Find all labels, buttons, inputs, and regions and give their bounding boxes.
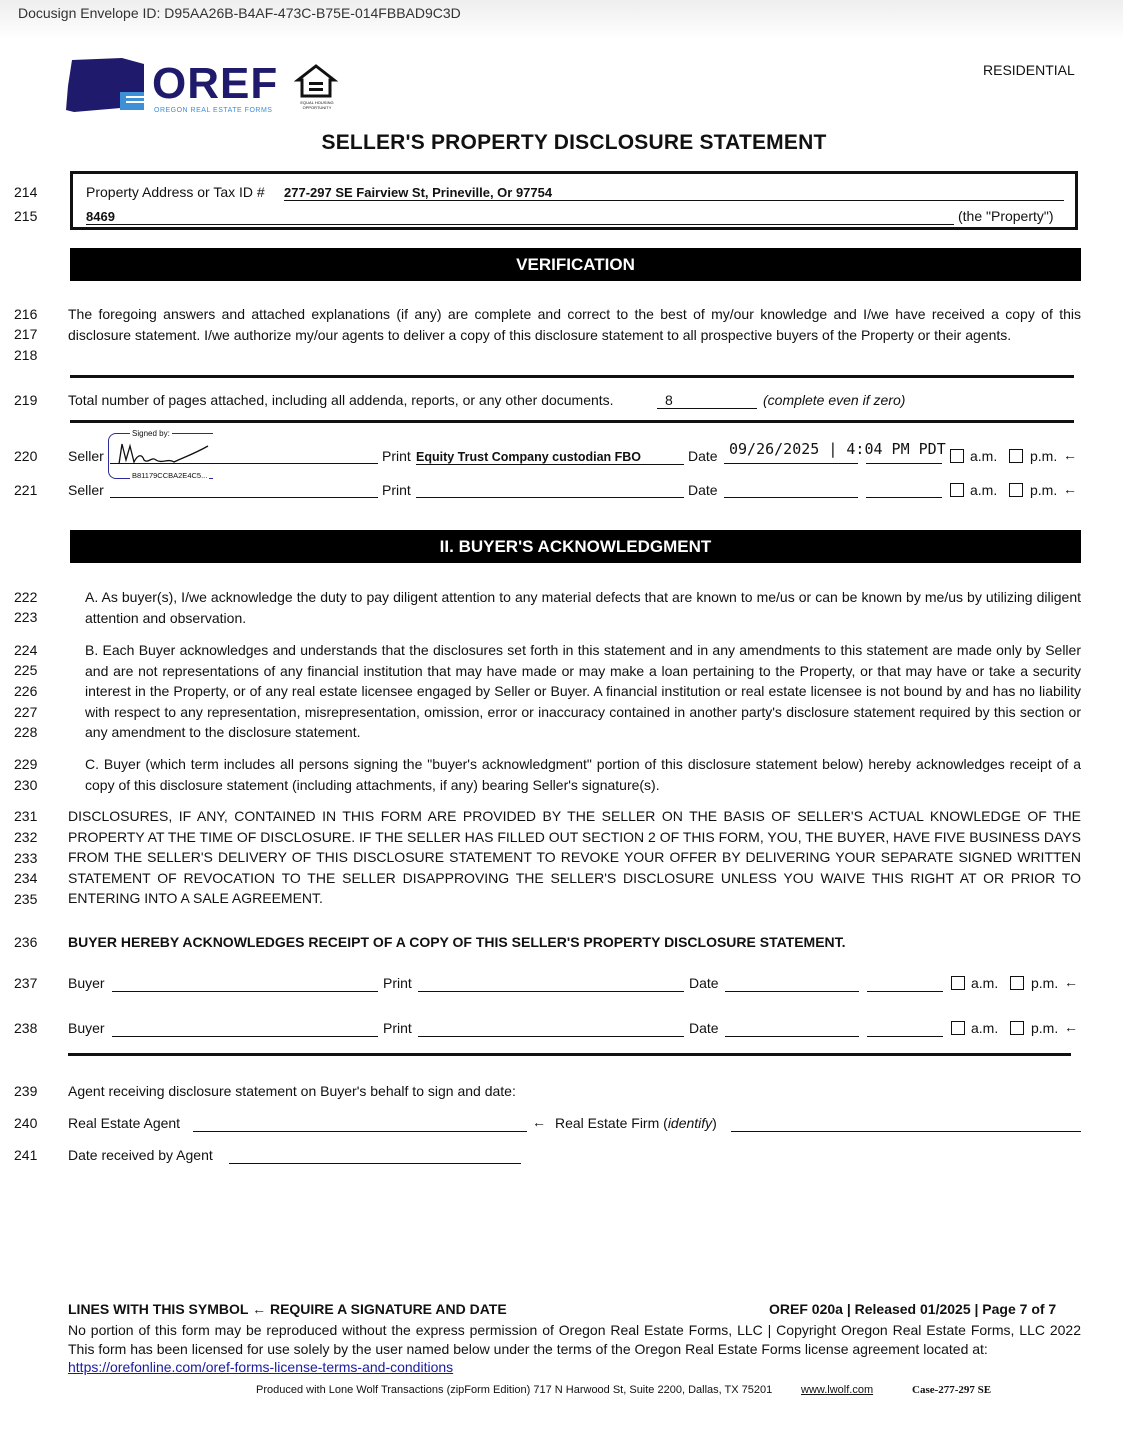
buyer1-signature-line[interactable]: [112, 991, 378, 992]
buyer2-date-line[interactable]: [725, 1036, 859, 1037]
line-number: 217: [14, 326, 38, 342]
arrow-icon: ←: [1063, 447, 1077, 463]
pages-field[interactable]: [657, 392, 757, 409]
seller-date-value: 09/26/2025 | 4:04 PM PDT: [729, 440, 946, 458]
line-number: 224: [14, 642, 38, 658]
divider: [68, 1053, 1071, 1056]
line-number: 215: [14, 208, 38, 224]
signature-id: B81179CCBA2E4C5...: [132, 471, 208, 480]
line-number: 237: [14, 975, 38, 991]
line-number: 236: [14, 934, 38, 950]
date-label: Date: [689, 975, 719, 991]
agent-signature-line[interactable]: [193, 1131, 527, 1132]
line-number: 226: [14, 683, 38, 699]
pages-label: Total number of pages attached, including all addenda, reports, or any other documents.: [68, 392, 614, 408]
line-number: 235: [14, 891, 38, 907]
verification-text: The foregoing answers and attached explanations (if any) are complete and correct to the best of my/our knowledge and I/we have received a copy of this disclosure statement. I/we authorize my/our agents to deliver a copy of this disclosure statement to all prospective buyers of the Property or their agents.: [68, 306, 1081, 343]
taxid-value: 8469: [86, 209, 115, 224]
license-link[interactable]: https://orefonline.com/oref-forms-license-terms-and-conditions: [68, 1359, 454, 1375]
am-label: a.m.: [971, 1020, 999, 1036]
oref-logo: [64, 56, 344, 118]
address-field[interactable]: [284, 184, 1064, 201]
line-number: 233: [14, 850, 38, 866]
buyer-ack-heading: II. BUYER'S ACKNOWLEDGMENT: [70, 530, 1081, 563]
buyer-label: Buyer: [68, 1020, 105, 1036]
seller-print-field[interactable]: [416, 448, 684, 465]
divider: [70, 375, 1074, 378]
line-number: 225: [14, 662, 38, 678]
firm-label: Real Estate Firm (identify): [555, 1115, 717, 1131]
pm-checkbox[interactable]: [1010, 976, 1024, 990]
ack-paragraph-a: A. As buyer(s), I/we acknowledge the duty to pay diligent attention to any material defects that are known to me/us or can be known by me/us by utilizing diligent attention and observation.: [85, 589, 1081, 626]
buyer1-date-line[interactable]: [725, 991, 859, 992]
line-number: 229: [14, 756, 38, 772]
arrow-icon: ←: [1064, 974, 1078, 990]
divider: [70, 420, 1074, 423]
ack-paragraph-c: C. Buyer (which term includes all persons signing the "buyer's acknowledgment" portion of this disclosure statement below) hereby acknowledges receipt of a copy of this disclosure statement (including attachments, if any) bearing Seller's signature(s).: [85, 756, 1081, 793]
print-label: Print: [382, 482, 411, 498]
disclosure-caps: DISCLOSURES, IF ANY, CONTAINED IN THIS FORM ARE PROVIDED BY THE SELLER ON THE BASIS OF SELLER'S ACTUAL KNOWLEDGE OF THE PROPERTY AT THE TIME OF DISCLOSURE. IF THE SELLER HAS FILLED OUT SECTION 2 OF THIS FORM, YOU, THE BUYER, HAVE FIVE BUSINESS DAYS FROM THE SELLER'S DELIVERY OF THIS DISCLOSURE STATEMENT TO REVOKE YOUR OFFER BY DELIVERING YOUR SEPARATE SIGNED WRITTEN STATEMENT OF REVOCATION TO THE SELLER DISAPPROVING THE SELLER'S DISCLOSURE UNLESS YOU WAIVE THIS RIGHT AT OR PRIOR TO ENTERING INTO A SALE AGREEMENT.: [68, 808, 1081, 907]
line-number: 214: [14, 184, 38, 200]
am-label: a.m.: [970, 448, 998, 464]
line-number: 219: [14, 392, 38, 408]
pages-note: (complete even if zero): [763, 392, 906, 408]
signed-by-label: Signed by:: [132, 429, 170, 438]
line-number: 232: [14, 829, 38, 845]
buyer1-time-line[interactable]: [867, 991, 943, 992]
logo-subtext: OREGON REAL ESTATE FORMS: [154, 107, 273, 114]
equal-housing-text: EQUAL HOUSING OPPORTUNITY: [300, 100, 334, 110]
pm-checkbox[interactable]: [1010, 1021, 1024, 1035]
line-number: 216: [14, 306, 38, 322]
pm-checkbox[interactable]: [1009, 483, 1023, 497]
symbol-note: LINES WITH THIS SYMBOL ← REQUIRE A SIGNATURE AND DATE: [68, 1301, 507, 1317]
receipt-statement: BUYER HEREBY ACKNOWLEDGES RECEIPT OF A COPY OF THIS SELLER'S PROPERTY DISCLOSURE STATEMENT.: [68, 934, 846, 950]
copyright-text: No portion of this form may be reproduced without the express permission of Oregon Real Estate Forms, LLC | Copyright Oregon Real Estate Forms, LLC 2022 This form has been licensed for use solely by the user named below under the terms of the Oregon Real Estate Forms license agreement located at:: [68, 1322, 1081, 1357]
line-number: 240: [14, 1115, 38, 1131]
buyer2-time-line[interactable]: [867, 1036, 943, 1037]
buyer2-signature-line[interactable]: [112, 1036, 378, 1037]
logo-text: OREF: [152, 59, 279, 108]
seller-print-value: Equity Trust Company custodian FBO: [416, 450, 642, 464]
address-value: 277-297 SE Fairview St, Prineville, Or 97754: [284, 185, 553, 200]
line-number: 231: [14, 808, 38, 824]
equal-housing-icon: [294, 64, 338, 98]
pm-checkbox[interactable]: [1009, 449, 1023, 463]
line-number: 230: [14, 777, 38, 793]
date-label: Date: [688, 448, 718, 464]
residential-label: RESIDENTIAL: [983, 62, 1075, 78]
lwolf-link[interactable]: www.lwolf.com: [801, 1384, 874, 1396]
am-checkbox[interactable]: [950, 483, 964, 497]
line-number: 238: [14, 1020, 38, 1036]
firm-line[interactable]: [731, 1131, 1081, 1132]
property-suffix: (the "Property"): [958, 208, 1054, 224]
line-number: 241: [14, 1147, 38, 1163]
seller2-date-line[interactable]: [724, 497, 858, 498]
case-id: Case-277-297 SE: [912, 1384, 992, 1396]
am-label: a.m.: [971, 975, 999, 991]
date-label: Date: [688, 482, 718, 498]
line-number: 221: [14, 482, 38, 498]
ack-paragraph-b: B. Each Buyer acknowledges and understands that the disclosures set forth in this statement and in any amendments to this statement are made only by Seller and are not representations of any financial institution that may have made or may make a loan pertaining to the Property, or that may have or take a security interest in the Property, or of any real estate licensee engaged by Seller or Buyer. A financial institution or real estate licensee is not bound by and has no liability with respect to any representation, misrepresentation, omission, error or inaccuracy contained in another party's disclosure statement required by this section or any amendment to the disclosure statement.: [85, 642, 1081, 741]
buyer1-print-line[interactable]: [418, 991, 684, 992]
form-id: OREF 020a | Released 01/2025 | Page 7 of 7: [769, 1301, 1057, 1317]
seller-label: Seller: [68, 448, 104, 464]
seller2-print-line[interactable]: [416, 497, 684, 498]
seller-date-line[interactable]: [724, 463, 858, 464]
produced-with: Produced with Lone Wolf Transactions (zipForm Edition) 717 N Harwood St, Suite 2200, Dallas, TX 75201: [256, 1384, 773, 1396]
pm-label: p.m.: [1031, 1020, 1059, 1036]
arrow-icon: ←: [532, 1114, 546, 1130]
am-checkbox[interactable]: [951, 976, 965, 990]
agent-label: Real Estate Agent: [68, 1115, 181, 1131]
print-label: Print: [383, 1020, 412, 1036]
agent-intro: Agent receiving disclosure statement on Buyer's behalf to sign and date:: [68, 1083, 516, 1099]
line-number: 223: [14, 609, 38, 625]
line-number: 228: [14, 724, 38, 740]
line-number: 234: [14, 870, 38, 886]
envelope-id: Docusign Envelope ID: D95AA26B-B4AF-473C-B75E-014FBBAD9C3D: [18, 5, 461, 21]
pm-label: p.m.: [1031, 975, 1059, 991]
agent-date-line[interactable]: [229, 1163, 521, 1164]
pages-value: 8: [665, 392, 673, 408]
am-label: a.m.: [970, 482, 998, 498]
agent-date-label: Date received by Agent: [68, 1147, 213, 1163]
verification-heading: VERIFICATION: [70, 248, 1081, 281]
page-title: SELLER'S PROPERTY DISCLOSURE STATEMENT: [321, 131, 827, 154]
date-label: Date: [689, 1020, 719, 1036]
line-number: 220: [14, 448, 38, 464]
arrow-icon: ←: [1063, 481, 1077, 497]
seller-time-line[interactable]: [866, 463, 942, 464]
line-number: 227: [14, 704, 38, 720]
print-label: Print: [382, 448, 411, 464]
arrow-icon: ←: [1064, 1019, 1078, 1035]
seller2-signature-line[interactable]: [110, 497, 378, 498]
am-checkbox[interactable]: [950, 449, 964, 463]
seller-signature: [116, 440, 212, 468]
pm-label: p.m.: [1030, 482, 1058, 498]
am-checkbox[interactable]: [951, 1021, 965, 1035]
buyer2-print-line[interactable]: [418, 1036, 684, 1037]
line-number: 218: [14, 347, 38, 363]
buyer-label: Buyer: [68, 975, 105, 991]
address-label: Property Address or Tax ID #: [86, 184, 265, 200]
line-number: 222: [14, 589, 38, 605]
print-label: Print: [383, 975, 412, 991]
line-number: 239: [14, 1083, 38, 1099]
seller-label: Seller: [68, 482, 104, 498]
taxid-field[interactable]: [86, 208, 954, 225]
pm-label: p.m.: [1030, 448, 1058, 464]
seller2-time-line[interactable]: [866, 497, 942, 498]
